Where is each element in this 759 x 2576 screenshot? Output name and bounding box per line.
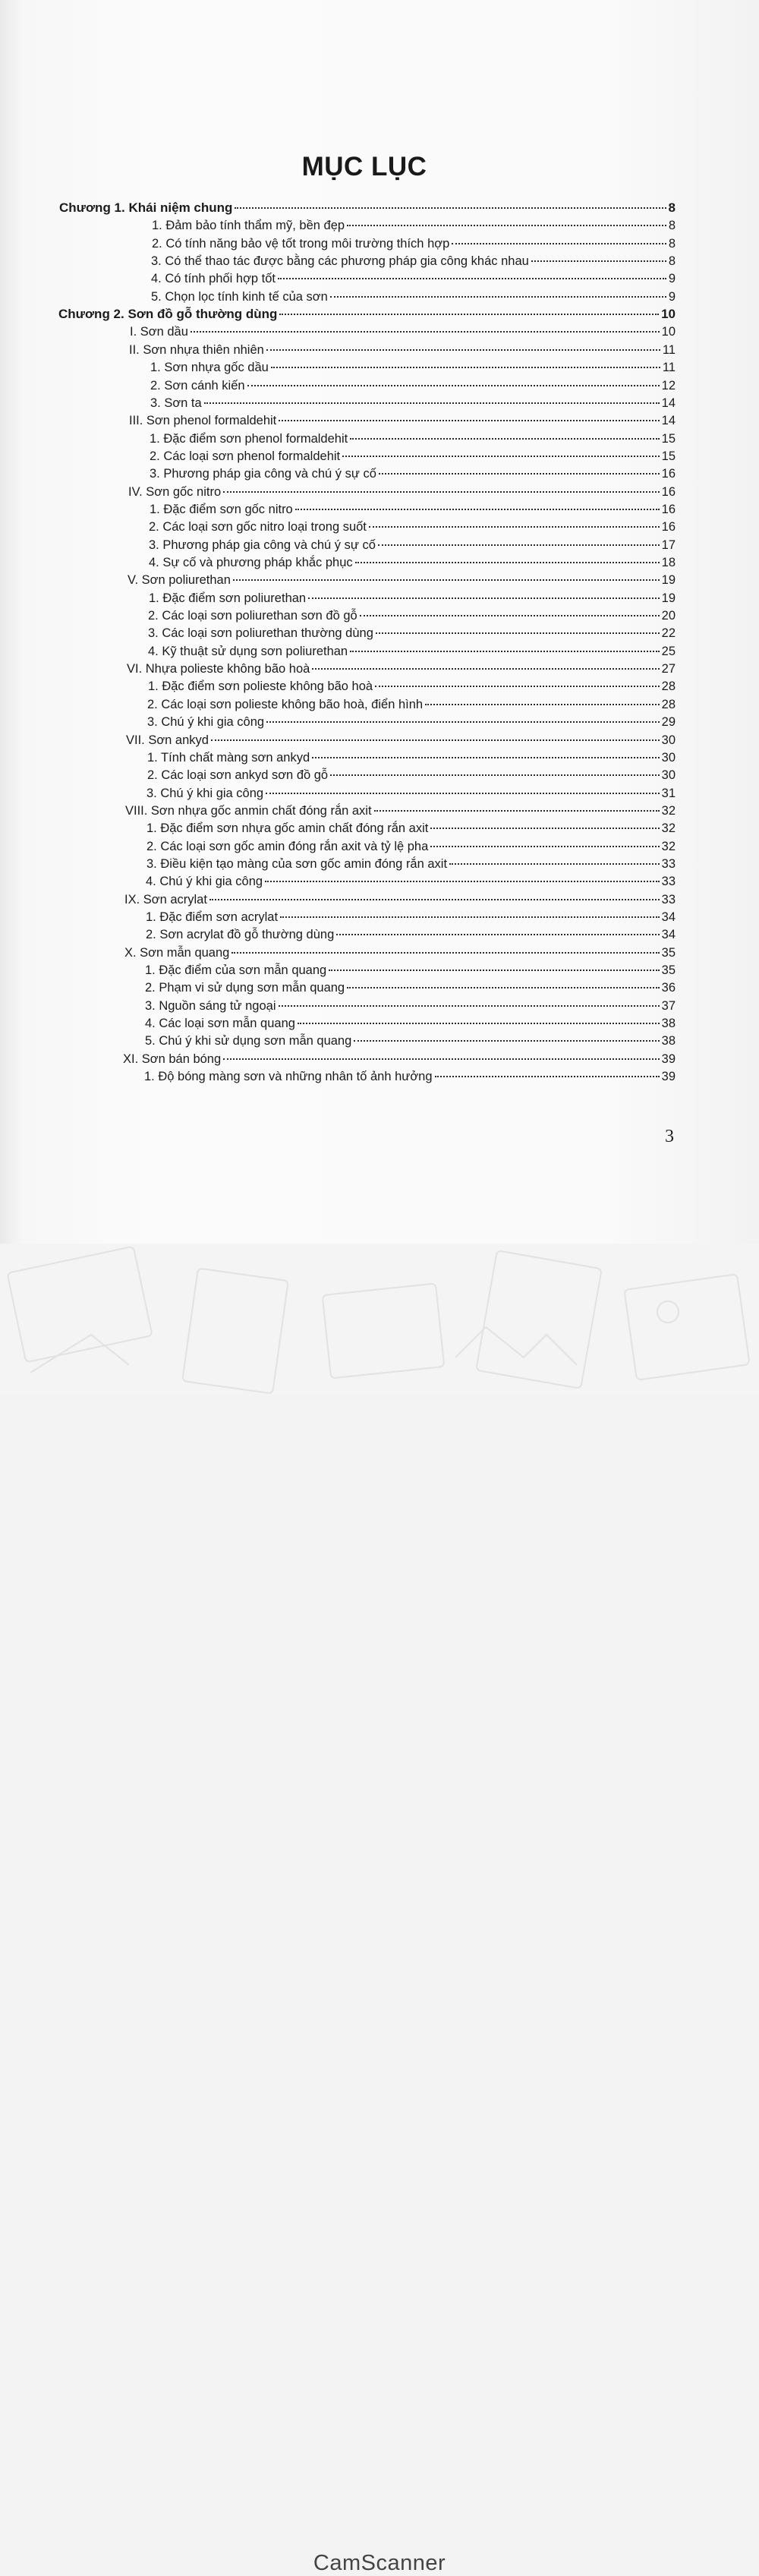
page-title: MỤC LỤC: [301, 152, 427, 181]
toc-entry: [150, 394, 676, 412]
toc-entry-label: 3. Chú ý khi gia công: [146, 786, 264, 800]
toc-entry-page: 16: [661, 502, 676, 516]
toc-entry: [145, 1014, 676, 1033]
dot-leader: [452, 243, 666, 244]
toc-entry: [124, 944, 676, 962]
toc-entry-page: 33: [661, 875, 676, 889]
dot-leader: [379, 473, 660, 475]
toc-entry: [146, 925, 676, 944]
toc-entry: [146, 908, 676, 926]
toc-entry: [146, 837, 676, 856]
dot-leader: [280, 916, 660, 918]
dot-leader: [298, 1023, 660, 1024]
toc-entry: [147, 695, 676, 714]
toc-entry: [146, 819, 676, 837]
dot-leader: [435, 1076, 660, 1077]
toc-entry-label: Chương 1. Khái niệm chung: [59, 200, 233, 215]
toc-entry: [124, 891, 676, 909]
dot-leader: [265, 881, 660, 882]
dot-leader: [231, 952, 659, 954]
toc-entry-label: 1. Đặc điểm sơn gốc nitro: [150, 502, 293, 516]
toc-entry-label: 1. Sơn nhựa gốc dầu: [150, 361, 269, 375]
dot-leader: [374, 810, 660, 812]
toc-entry-label: 4. Sự cố và phương pháp khắc phục: [149, 556, 353, 569]
dot-leader: [295, 509, 660, 510]
dot-leader: [279, 1005, 660, 1007]
toc-entry-page: 8: [668, 219, 676, 233]
dot-leader: [266, 721, 660, 723]
dot-leader: [312, 668, 659, 670]
toc-entry: [148, 677, 676, 695]
toc-entry-label: 2. Phạm vi sử dụng sơn mẫn quang: [145, 981, 345, 995]
toc-entry-page: 33: [661, 856, 676, 871]
toc-entry-page: 27: [661, 662, 676, 676]
toc-entry-label: 1. Đặc điểm sơn phenol formaldehit: [150, 431, 348, 446]
toc-entry-page: 25: [661, 644, 676, 658]
toc-entry-page: 16: [661, 484, 676, 499]
toc-entry-label: 2. Các loại sơn polieste không bão hoà, điển hình: [147, 697, 424, 711]
toc-entry: [152, 235, 676, 253]
toc-entry: [129, 341, 676, 359]
dot-leader: [233, 579, 660, 581]
toc-entry: [151, 288, 676, 306]
toc-entry-page: 28: [661, 697, 676, 711]
dot-leader: [223, 1058, 659, 1060]
dot-leader: [330, 774, 660, 776]
toc-entry: [151, 252, 676, 270]
scanner-footer: [0, 1244, 759, 2575]
dot-leader: [425, 704, 660, 705]
toc-entry-label: 3. Điều kiện tạo màng của sơn gốc amin đóng rắn axit: [146, 856, 448, 871]
toc-entry-label: 2. Sơn cánh kiến: [150, 378, 245, 393]
toc-entry: [152, 216, 676, 235]
toc-entry: [128, 483, 676, 501]
toc-entry-label: 4. Có tính phối hợp tốt: [151, 272, 276, 286]
toc-chapter: [59, 199, 676, 217]
dot-leader: [209, 899, 660, 900]
dot-leader: [531, 260, 666, 262]
toc-entry-label: IV. Sơn gốc nitro: [128, 484, 222, 499]
dot-leader: [235, 207, 666, 209]
toc-entry-page: 10: [661, 325, 676, 339]
toc-entry-label: XI. Sơn bán bóng: [123, 1052, 222, 1066]
dot-leader: [279, 314, 659, 315]
dot-leader: [347, 225, 666, 226]
toc-entry-label: 3. Có thể thao tác được bằng các phương pháp gia công khác nhau: [151, 254, 529, 269]
toc-entry: [147, 766, 676, 784]
dot-leader: [223, 491, 660, 493]
toc-entry-page: 36: [661, 981, 676, 995]
toc-entry: [145, 1032, 676, 1050]
dot-leader: [449, 863, 660, 865]
toc-entry: [145, 961, 676, 979]
toc-entry-page: 35: [661, 945, 676, 960]
toc-entry: [130, 323, 676, 341]
toc-entry-page: 16: [661, 520, 676, 534]
toc-entry-page: 15: [661, 431, 676, 446]
toc-entry-page: 28: [661, 679, 676, 694]
toc-entry: [128, 571, 676, 589]
toc-entry: [146, 872, 676, 891]
toc-entry-label: 1. Đặc điểm sơn poliurethan: [149, 591, 307, 605]
dot-leader: [360, 615, 660, 616]
toc-entry-page: 18: [661, 556, 676, 569]
toc-entry-page: 29: [661, 715, 676, 730]
toc-entry-page: 32: [661, 839, 676, 853]
toc-entry-label: 2. Các loại sơn poliurethan sơn đồ gỗ: [148, 609, 357, 623]
toc-entry-page: 33: [661, 892, 676, 906]
toc-entry-page: 32: [661, 803, 676, 818]
toc-entry-page: 39: [661, 1070, 676, 1084]
toc-entry-page: 34: [661, 928, 676, 942]
dot-leader: [211, 739, 660, 741]
dot-leader: [430, 846, 659, 847]
dot-leader: [329, 970, 659, 971]
toc-entry-label: 2. Có tính năng bảo vệ tốt trong môi trường thích hợp: [152, 236, 450, 251]
toc-entry: [150, 500, 676, 519]
toc-entry-label: IX. Sơn acrylat: [124, 892, 207, 906]
toc-entry: [147, 713, 676, 731]
toc-entry-label: 3. Các loại sơn poliurethan thường dùng: [148, 626, 373, 641]
toc-entry-label: 2. Sơn acrylat đồ gỗ thường dùng: [146, 928, 335, 942]
toc-entry-page: 15: [661, 449, 676, 463]
toc-entry: [149, 536, 676, 554]
toc-entry-label: 1. Đặc điểm sơn acrylat: [146, 910, 279, 924]
toc-entry-page: 22: [661, 626, 676, 641]
dot-leader: [271, 367, 660, 368]
dot-leader: [266, 349, 660, 351]
toc-entry-page: 34: [661, 910, 676, 924]
dot-leader: [369, 526, 660, 528]
toc-entry-label: 1. Độ bóng màng sơn và những nhân tố ảnh hưởng: [144, 1070, 433, 1084]
toc-entry-label: 5. Chọn lọc tính kinh tế của sơn: [151, 289, 328, 304]
toc-entry: [146, 855, 676, 873]
toc-entry-label: II. Sơn nhựa thiên nhiên: [129, 342, 264, 357]
camscanner-brand: CamScanner: [313, 2551, 446, 2575]
dot-leader: [355, 562, 660, 563]
toc-entry-label: VI. Nhựa polieste không bão hoà: [127, 662, 310, 676]
toc-entry-label: 1. Tính chất màng sơn ankyd: [147, 750, 310, 765]
toc-entry: [123, 1050, 676, 1068]
page-number: 3: [665, 1127, 674, 1146]
toc-entry: [127, 660, 676, 678]
toc-entry-label: 1. Đặc điểm sơn polieste không bão hoà: [148, 679, 373, 694]
dot-leader: [204, 402, 660, 404]
toc-entry: [149, 518, 676, 536]
dot-leader: [350, 651, 660, 652]
toc-entry: [149, 553, 676, 572]
toc-entry-label: X. Sơn mẫn quang: [124, 945, 230, 960]
toc-entry-page: 30: [661, 733, 676, 747]
dot-leader: [247, 385, 660, 386]
dot-leader: [347, 987, 660, 988]
dot-leader: [278, 278, 666, 279]
toc-entry-page: 10: [661, 307, 676, 322]
toc-entry: [129, 411, 676, 430]
toc-entry: [148, 607, 676, 625]
toc-entry: [150, 447, 676, 465]
toc-entry: [147, 749, 676, 767]
dot-leader: [430, 828, 659, 829]
toc-entry-page: 20: [661, 609, 676, 623]
dot-leader: [375, 686, 660, 687]
document-page: [0, 0, 759, 1244]
toc-entry: [150, 377, 676, 395]
toc-entry-label: 4. Chú ý khi gia công: [146, 875, 263, 889]
toc-entry-page: 37: [661, 998, 676, 1013]
dot-leader: [336, 934, 659, 935]
toc-entry: [145, 997, 676, 1015]
toc-entry-label: 2. Các loại sơn gốc nitro loại trong suốt: [149, 520, 367, 534]
toc-entry-label: 1. Đặc điểm sơn nhựa gốc amin chất đóng rắn axit: [146, 821, 429, 836]
dot-leader: [376, 632, 660, 634]
toc-entry-page: 11: [662, 361, 676, 375]
toc-entry: [150, 430, 676, 448]
dot-leader: [308, 597, 660, 599]
toc-entry-label: 1. Đảm bảo tính thẩm mỹ, bền đẹp: [152, 219, 345, 233]
toc-entry-label: 4. Các loại sơn mẫn quang: [145, 1017, 295, 1031]
toc-entry-page: 8: [668, 236, 676, 251]
toc-entry-page: 38: [661, 1034, 676, 1048]
toc-entry: [149, 589, 676, 607]
toc-entry-page: 12: [661, 378, 676, 393]
toc-entry-page: 9: [668, 289, 676, 304]
toc-entry: [126, 731, 676, 749]
toc-entry: [125, 802, 676, 820]
toc-entry-label: 4. Kỹ thuật sử dụng sơn poliurethan: [148, 644, 348, 658]
toc-entry-page: 35: [661, 963, 676, 978]
toc-entry-page: 31: [661, 786, 676, 800]
toc-entry-page: 38: [661, 1017, 676, 1031]
toc-entry-page: 8: [668, 254, 676, 269]
toc-entry: [144, 1067, 676, 1086]
toc-entry-label: 3. Chú ý khi gia công: [147, 715, 265, 730]
toc-entry-label: 1. Đặc điểm của sơn mẫn quang: [145, 963, 327, 978]
dot-leader: [279, 420, 659, 421]
toc-entry: [146, 784, 676, 802]
toc-entry-page: 14: [661, 396, 676, 410]
toc-entry-page: 11: [662, 342, 676, 357]
toc-entry-page: 14: [661, 414, 676, 428]
toc-entry-label: I. Sơn dầu: [130, 325, 188, 339]
toc-entry-label: 3. Nguồn sáng tử ngoại: [145, 998, 276, 1013]
dot-leader: [342, 456, 660, 457]
dot-leader: [266, 793, 660, 794]
dot-leader: [354, 1040, 659, 1042]
dot-leader: [312, 757, 660, 758]
toc-entry-label: 3. Sơn ta: [150, 396, 202, 410]
toc-entry: [148, 642, 676, 661]
toc-entry-label: VII. Sơn ankyd: [126, 733, 209, 747]
toc-entry-page: 9: [668, 272, 676, 286]
toc-entry-label: III. Sơn phenol formaldehit: [129, 414, 277, 428]
toc-entry-page: 32: [661, 821, 676, 836]
toc-entry-page: 16: [661, 467, 676, 481]
toc-entry-label: V. Sơn poliurethan: [128, 573, 231, 588]
toc-entry-label: 3. Phương pháp gia công và chú ý sự cố: [149, 538, 376, 552]
toc-entry-label: 2. Các loại sơn gốc amin đóng rắn axit và tỷ lệ pha: [146, 839, 429, 853]
toc-entry-label: 5. Chú ý khi sử dụng sơn mẫn quang: [145, 1034, 352, 1048]
toc-entry: [151, 270, 676, 288]
toc-entry: [150, 358, 676, 377]
toc-entry-page: 19: [661, 573, 676, 588]
toc-entry-page: 8: [668, 200, 676, 215]
toc-entry-page: 30: [661, 768, 676, 783]
dot-leader: [191, 331, 660, 333]
toc-entry-page: 30: [661, 750, 676, 765]
toc-entry-page: 19: [661, 591, 676, 605]
toc-entry: [145, 979, 676, 997]
toc-entry-page: 39: [661, 1052, 676, 1066]
toc-entry-page: 17: [661, 538, 676, 552]
toc-entry-label: VIII. Sơn nhựa gốc anmin chất đóng rắn axit: [125, 803, 372, 818]
toc-entry-label: 3. Phương pháp gia công và chú ý sự cố: [150, 467, 376, 481]
toc-entry-label: 2. Các loại sơn ankyd sơn đồ gỗ: [147, 768, 329, 783]
toc-chapter: [58, 305, 676, 323]
dot-leader: [330, 296, 666, 298]
toc-entry: [150, 465, 676, 483]
toc-entry-label: 2. Các loại sơn phenol formaldehit: [150, 449, 341, 463]
toc-entry-label: Chương 2. Sơn đồ gỗ thường dùng: [58, 307, 278, 322]
footer-pattern-icon: [0, 1244, 759, 1394]
dot-leader: [378, 544, 660, 546]
toc-entry: [148, 624, 676, 642]
dot-leader: [350, 438, 659, 440]
